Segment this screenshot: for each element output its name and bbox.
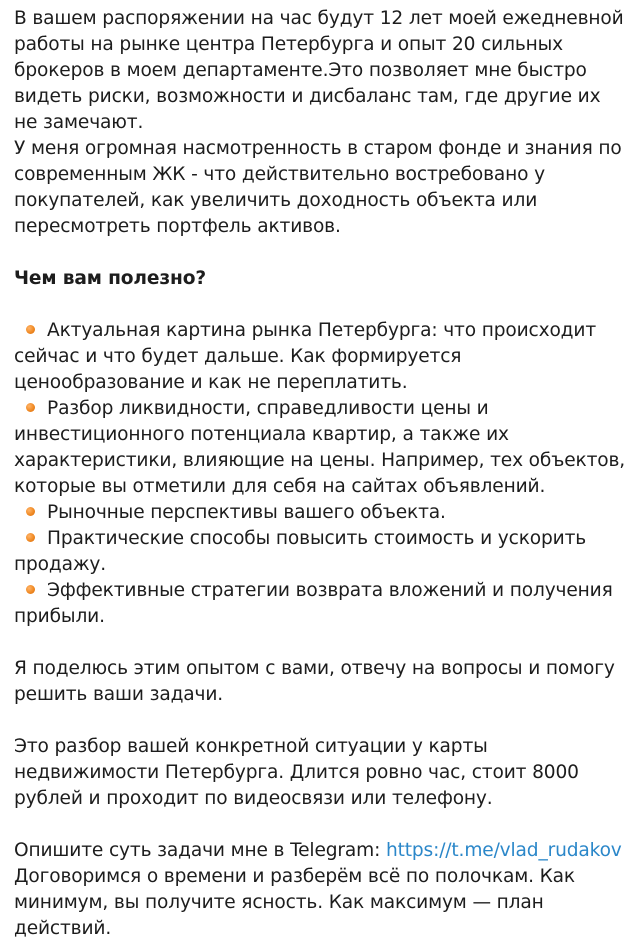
list-item [14, 578, 629, 630]
intro-paragraph-1: В вашем распоряжении на час будут 12 лет моей ежедневной работы на рынке центра Петербурга и опыт 20 сильных брокеров в моем департаменте.Это позволяет мне быстро видеть риски, возможности и дисбаланс там, где другие их не замечают. [14, 8, 624, 133]
spacer [14, 292, 629, 318]
spacer [14, 630, 629, 656]
orange-dot-icon [26, 507, 35, 516]
orange-dot-icon [26, 325, 35, 334]
cta-text: Опишите суть задачи мне в Telegram: [14, 840, 386, 861]
orange-dot-icon [26, 403, 35, 412]
closing-paragraph: Договоримся о времени и разберём всё по полочкам. Как минимум, вы получите ясность. Как максимум — план действий. [14, 866, 575, 939]
list-item-text: Практические способы повысить стоимость и ускорить продажу. [14, 528, 587, 575]
list-item-text: Рыночные перспективы вашего объекта. [47, 502, 446, 523]
intro-paragraph-2: У меня огромная насмотренность в старом фонде и знания по современным ЖК - что действительно востребовано у покупателей, как увеличить доходность объекта или пересмотреть портфель активов. [14, 138, 622, 237]
spacer [14, 240, 629, 266]
details-paragraph: Это разбор вашей конкретной ситуации у карты недвижимости Петербурга. Длится ровно час, стоит 8000 рублей и проходит по видеосвязи или телефону. [14, 736, 579, 809]
list-item [14, 396, 629, 500]
spacer [14, 812, 629, 838]
cta-paragraph [14, 838, 629, 864]
benefits-list [14, 318, 629, 630]
spacer [14, 708, 629, 734]
share-paragraph: Я поделюсь этим опытом с вами, отвечу на вопросы и помогу решить ваши задачи. [14, 658, 615, 705]
list-item [14, 318, 629, 396]
orange-dot-icon [26, 585, 35, 594]
list-item-text: Разбор ликвидности, справедливости цены и инвестиционного потенциала квартир, а также их характеристики, влияющие на цены. Например, тех объектов, которые вы отметили для себя на сайтах объявлений. [14, 398, 626, 497]
list-item-text: Актуальная картина рынка Петербурга: что происходит сейчас и что будет дальше. Как формируется ценообразование и как не переплатить. [14, 320, 597, 393]
telegram-link[interactable]: https://t.me/vlad_rudakov [385, 840, 622, 861]
message-text [14, 6, 629, 942]
list-item-text: Эффективные стратегии возврата вложений и получения прибыли. [14, 580, 613, 627]
orange-dot-icon [26, 533, 35, 542]
section-heading: Чем вам полезно? [14, 268, 206, 289]
list-item [14, 500, 629, 526]
list-item [14, 526, 629, 578]
